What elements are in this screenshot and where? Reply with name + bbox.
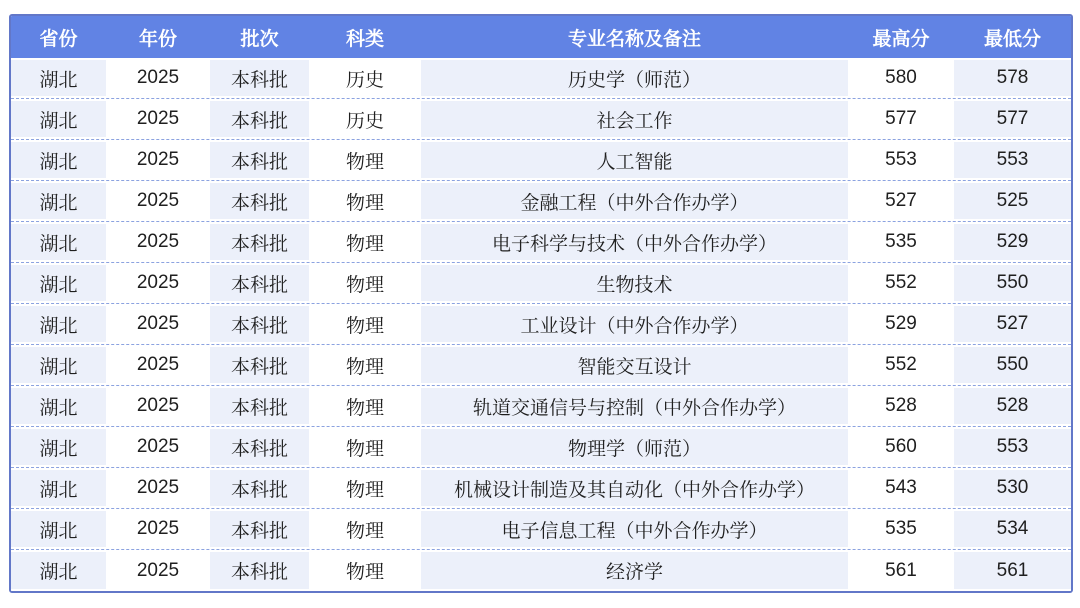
cell-subject: 物理: [345, 274, 384, 296]
cell-max-score: 552: [885, 272, 917, 293]
cell-subject: 物理: [345, 520, 384, 542]
cell-max-score: 560: [885, 436, 917, 457]
cell-batch: 本科批: [210, 99, 309, 139]
cell-min-score: 578: [954, 58, 1071, 98]
cell-province: 湖北: [11, 263, 106, 303]
cell-max-score: 535: [885, 518, 917, 539]
cell-subject: 物理: [345, 233, 384, 255]
cell-batch: 本科批: [210, 427, 309, 467]
cell-major: 人工智能: [421, 140, 848, 180]
cell-batch: 本科批: [210, 468, 309, 508]
cell-min-score: 527: [954, 304, 1071, 344]
cell-year: 2025: [136, 231, 180, 252]
cell-subject: 物理: [345, 151, 384, 173]
cell-min-score: 550: [954, 263, 1071, 303]
header-cell-major: 专业名称及备注: [567, 28, 701, 50]
cell-major: 电子信息工程（中外合作办学）: [421, 509, 848, 549]
cell-province: 湖北: [11, 509, 106, 549]
cell-subject: 物理: [345, 315, 384, 337]
cell-major: 轨道交通信号与控制（中外合作办学）: [421, 386, 848, 426]
cell-major: 经济学: [421, 550, 848, 591]
cell-province: 湖北: [11, 99, 106, 139]
cell-batch: 本科批: [210, 550, 309, 591]
table-row: [11, 509, 1071, 550]
cell-province: 湖北: [11, 58, 106, 98]
table-row: [11, 468, 1071, 509]
cell-max-score: 527: [885, 190, 917, 211]
header-cell-subject: 科类: [345, 28, 384, 50]
cell-min-score: 561: [954, 550, 1071, 591]
cell-year: 2025: [136, 395, 180, 416]
cell-province: 湖北: [11, 304, 106, 344]
cell-subject: 物理: [345, 479, 384, 501]
table-row: [11, 427, 1071, 468]
table-row: [11, 386, 1071, 427]
cell-year: 2025: [136, 67, 180, 88]
cell-year: 2025: [136, 313, 180, 334]
table-row: [11, 140, 1071, 181]
cell-max-score: 580: [885, 67, 917, 88]
cell-province: 湖北: [11, 468, 106, 508]
table-row: [11, 263, 1071, 304]
cell-major: 历史学（师范）: [421, 58, 848, 98]
cell-subject: 物理: [345, 356, 384, 378]
cell-batch: 本科批: [210, 304, 309, 344]
table-row: [11, 550, 1071, 591]
cell-batch: 本科批: [210, 263, 309, 303]
cell-min-score: 528: [954, 386, 1071, 426]
cell-major: 金融工程（中外合作办学）: [421, 181, 848, 221]
cell-max-score: 553: [885, 149, 917, 170]
header-cell-province: 省份: [39, 28, 78, 50]
cell-min-score: 534: [954, 509, 1071, 549]
cell-batch: 本科批: [210, 58, 309, 98]
cell-province: 湖北: [11, 222, 106, 262]
admission-scores-table: [9, 14, 1073, 593]
cell-max-score: 577: [885, 108, 917, 129]
cell-max-score: 561: [885, 559, 917, 581]
cell-major: 社会工作: [421, 99, 848, 139]
cell-subject: 物理: [345, 438, 384, 460]
cell-year: 2025: [136, 436, 180, 457]
cell-major: 机械设计制造及其自动化（中外合作办学）: [421, 468, 848, 508]
cell-batch: 本科批: [210, 222, 309, 262]
header-cell-year: 年份: [138, 28, 177, 50]
cell-year: 2025: [136, 477, 180, 498]
cell-max-score: 552: [885, 354, 917, 375]
cell-year: 2025: [136, 518, 180, 539]
cell-batch: 本科批: [210, 140, 309, 180]
header-cell-min-score: 最低分: [983, 28, 1041, 50]
cell-batch: 本科批: [210, 345, 309, 385]
cell-min-score: 530: [954, 468, 1071, 508]
cell-year: 2025: [136, 190, 180, 211]
table-row: [11, 304, 1071, 345]
cell-year: 2025: [136, 149, 180, 170]
cell-max-score: 529: [885, 313, 917, 334]
cell-min-score: 553: [954, 140, 1071, 180]
table-row: [11, 58, 1071, 99]
table-row: [11, 181, 1071, 222]
cell-major: 物理学（师范）: [421, 427, 848, 467]
table-row: [11, 222, 1071, 263]
cell-province: 湖北: [11, 181, 106, 221]
cell-batch: 本科批: [210, 386, 309, 426]
cell-province: 湖北: [11, 427, 106, 467]
cell-batch: 本科批: [210, 509, 309, 549]
cell-year: 2025: [136, 272, 180, 293]
table-row: [11, 345, 1071, 386]
cell-max-score: 543: [885, 477, 917, 498]
cell-major: 工业设计（中外合作办学）: [421, 304, 848, 344]
cell-major: 生物技术: [421, 263, 848, 303]
cell-subject: 历史: [345, 110, 384, 132]
cell-subject: 物理: [345, 192, 384, 214]
cell-year: 2025: [136, 108, 180, 129]
cell-subject: 历史: [345, 69, 384, 91]
header-cell-batch: 批次: [240, 28, 279, 50]
cell-province: 湖北: [11, 140, 106, 180]
table-row: [11, 99, 1071, 140]
cell-max-score: 535: [885, 231, 917, 252]
cell-subject: 物理: [345, 397, 384, 419]
cell-province: 湖北: [11, 386, 106, 426]
cell-year: 2025: [136, 354, 180, 375]
cell-max-score: 528: [885, 395, 917, 416]
cell-major: 电子科学与技术（中外合作办学）: [421, 222, 848, 262]
cell-min-score: 525: [954, 181, 1071, 221]
table-header: [11, 16, 1071, 58]
cell-min-score: 550: [954, 345, 1071, 385]
cell-year: 2025: [136, 559, 180, 581]
cell-province: 湖北: [11, 345, 106, 385]
header-cell-max-score: 最高分: [872, 28, 930, 50]
cell-batch: 本科批: [210, 181, 309, 221]
cell-subject: 物理: [345, 562, 384, 583]
cell-min-score: 553: [954, 427, 1071, 467]
cell-min-score: 529: [954, 222, 1071, 262]
cell-min-score: 577: [954, 99, 1071, 139]
cell-province: 湖北: [11, 550, 106, 591]
table-body: [11, 58, 1071, 591]
cell-major: 智能交互设计: [421, 345, 848, 385]
